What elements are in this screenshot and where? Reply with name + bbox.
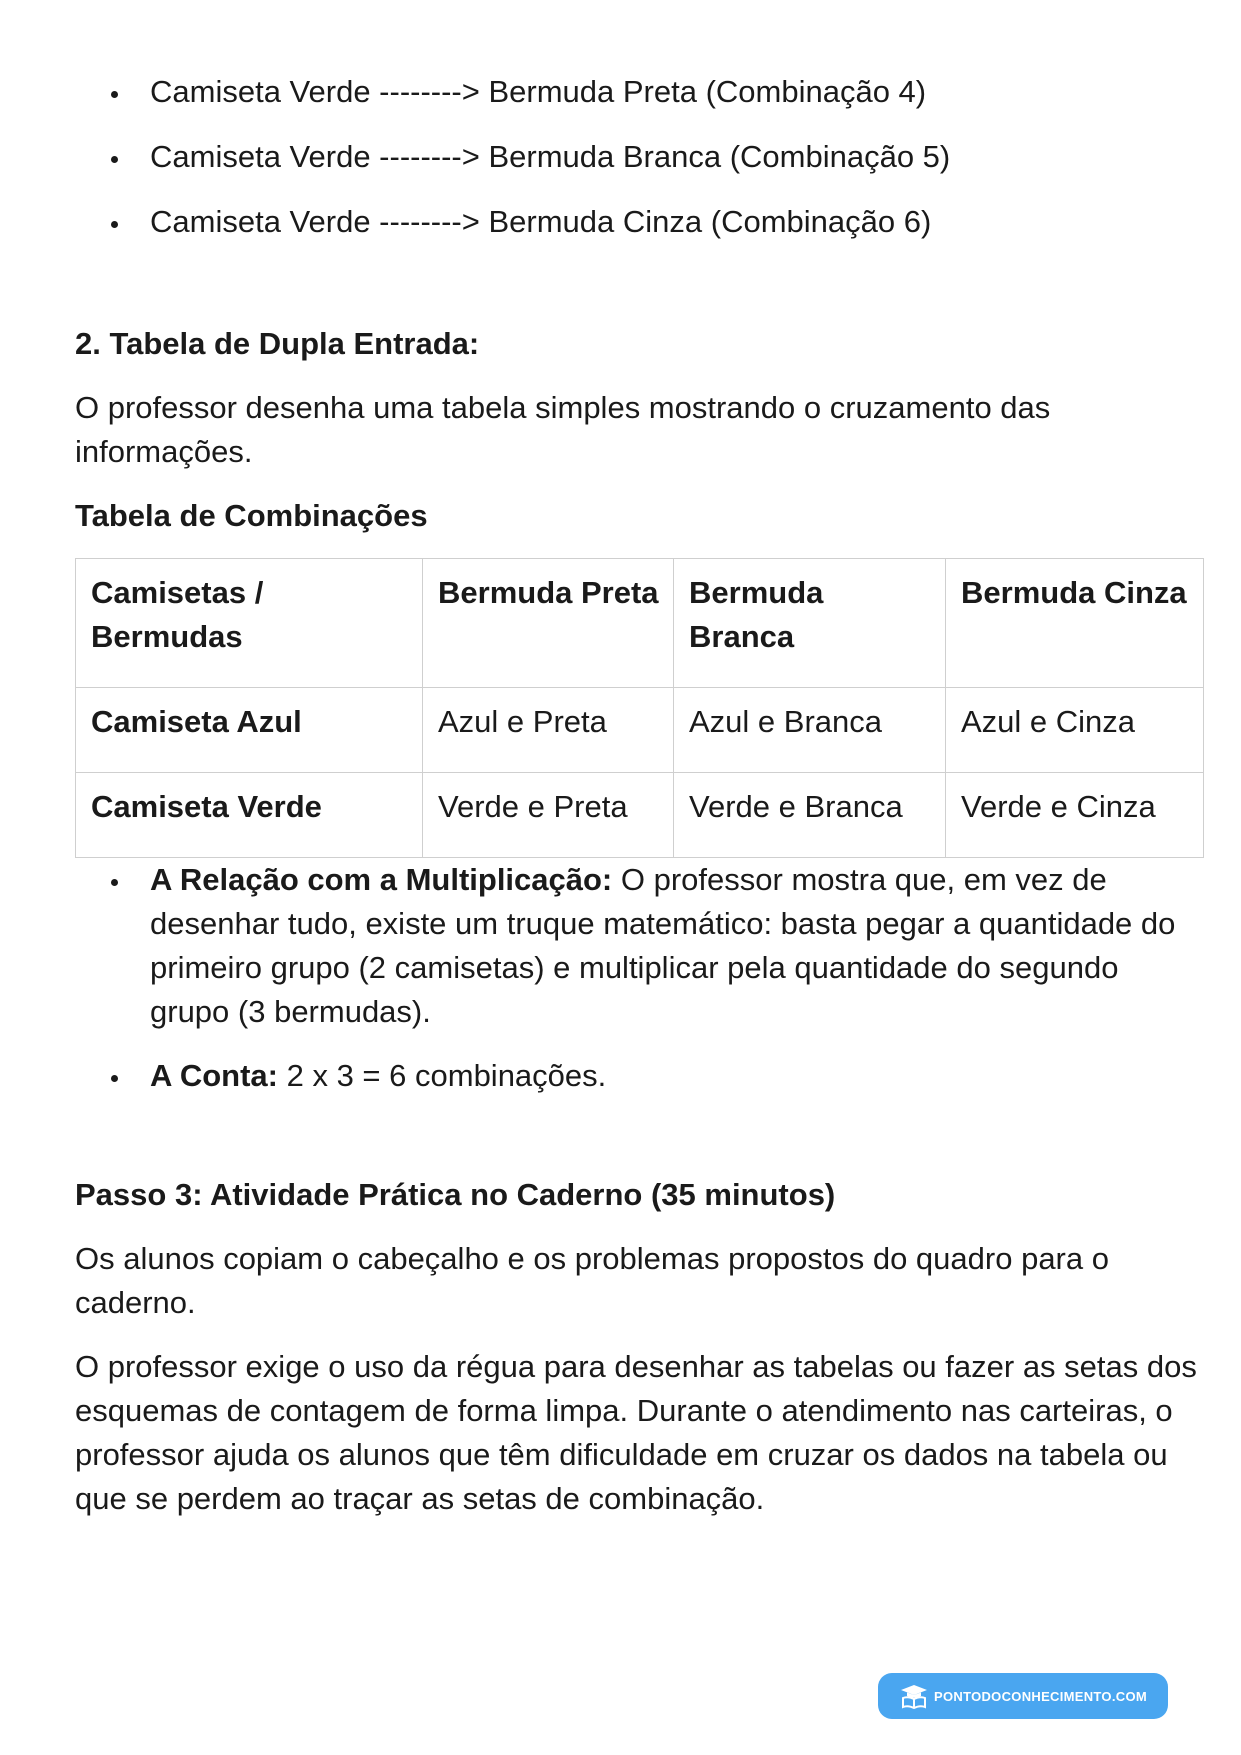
bullet-icon [111, 879, 118, 886]
table-header-row [76, 559, 1204, 688]
list-item-text: Camiseta Verde --------> Bermuda Branca (Combinação 5) [150, 139, 951, 174]
list-item-text: Camiseta Verde --------> Bermuda Preta (Combinação 4) [150, 74, 927, 109]
step-3-paragraph: O professor exige o uso da régua para desenhar as tabelas ou fazer as setas dos esquemas de contagem de forma limpa. Durante o atendimento nas carteiras, o professor ajuda os alunos que têm dificuldade em cruzar os dados na tabela ou que se perdem ao traçar as setas de combinação. [75, 1349, 1197, 1516]
list-item-text: Camiseta Verde --------> Bermuda Cinza (Combinação 6) [150, 204, 932, 239]
table-title: Tabela de Combinações [75, 498, 428, 533]
table-row [76, 773, 1204, 858]
site-logo [878, 1673, 1168, 1719]
table-header-cell: Bermuda Preta [423, 559, 674, 688]
bullet-icon [111, 91, 118, 98]
list-item [75, 135, 1205, 179]
list-item-text: O professor mostra que, em vez de desenhar tudo, existe um truque matemático: basta pegar a quantidade do primeiro grupo (2 camisetas) e multiplicar pela quantidade do segundo grupo (3 bermudas). [150, 862, 1176, 1029]
document-page [75, 70, 1205, 1521]
table-row [76, 688, 1204, 773]
list-item [75, 1054, 1205, 1098]
list-item [75, 858, 1205, 1034]
table-cell: Verde e Cinza [946, 773, 1204, 858]
table-cell: Azul e Preta [423, 688, 674, 773]
list-item-text: 2 x 3 = 6 combinações. [278, 1058, 607, 1093]
table-header-cell: Bermuda Branca [674, 559, 946, 688]
step-3-paragraph: Os alunos copiam o cabeçalho e os problemas propostos do quadro para o caderno. [75, 1241, 1109, 1320]
table-row-header: Camiseta Azul [76, 688, 423, 773]
list-item-bold: A Relação com a Multiplicação: [150, 862, 613, 897]
section-2-paragraph: O professor desenha uma tabela simples mostrando o cruzamento das informações. [75, 390, 1051, 469]
table-cell: Verde e Branca [674, 773, 946, 858]
table-row-header: Camiseta Verde [76, 773, 423, 858]
table-cell: Azul e Branca [674, 688, 946, 773]
combinations-table [75, 558, 1204, 858]
table-cell: Azul e Cinza [946, 688, 1204, 773]
list-item [75, 70, 1205, 114]
logo-text: PONTODOCONHECIMENTO.COM [934, 1688, 1147, 1704]
multiplication-list [75, 858, 1205, 1098]
section-2-heading: 2. Tabela de Dupla Entrada: [75, 326, 480, 361]
list-item [75, 200, 1205, 244]
table-header-cell: Camisetas / Bermudas [76, 559, 423, 688]
section-2 [75, 322, 1205, 1098]
step-3-heading: Passo 3: Atividade Prática no Caderno (35 minutos) [75, 1177, 836, 1212]
table-cell: Verde e Preta [423, 773, 674, 858]
bullet-icon [111, 156, 118, 163]
graduation-book-icon [899, 1683, 929, 1709]
combination-list [75, 70, 1205, 244]
list-item-bold: A Conta: [150, 1058, 278, 1093]
bullet-icon [111, 1075, 118, 1082]
bullet-icon [111, 221, 118, 228]
step-3 [75, 1173, 1205, 1521]
table-header-cell: Bermuda Cinza [946, 559, 1204, 688]
